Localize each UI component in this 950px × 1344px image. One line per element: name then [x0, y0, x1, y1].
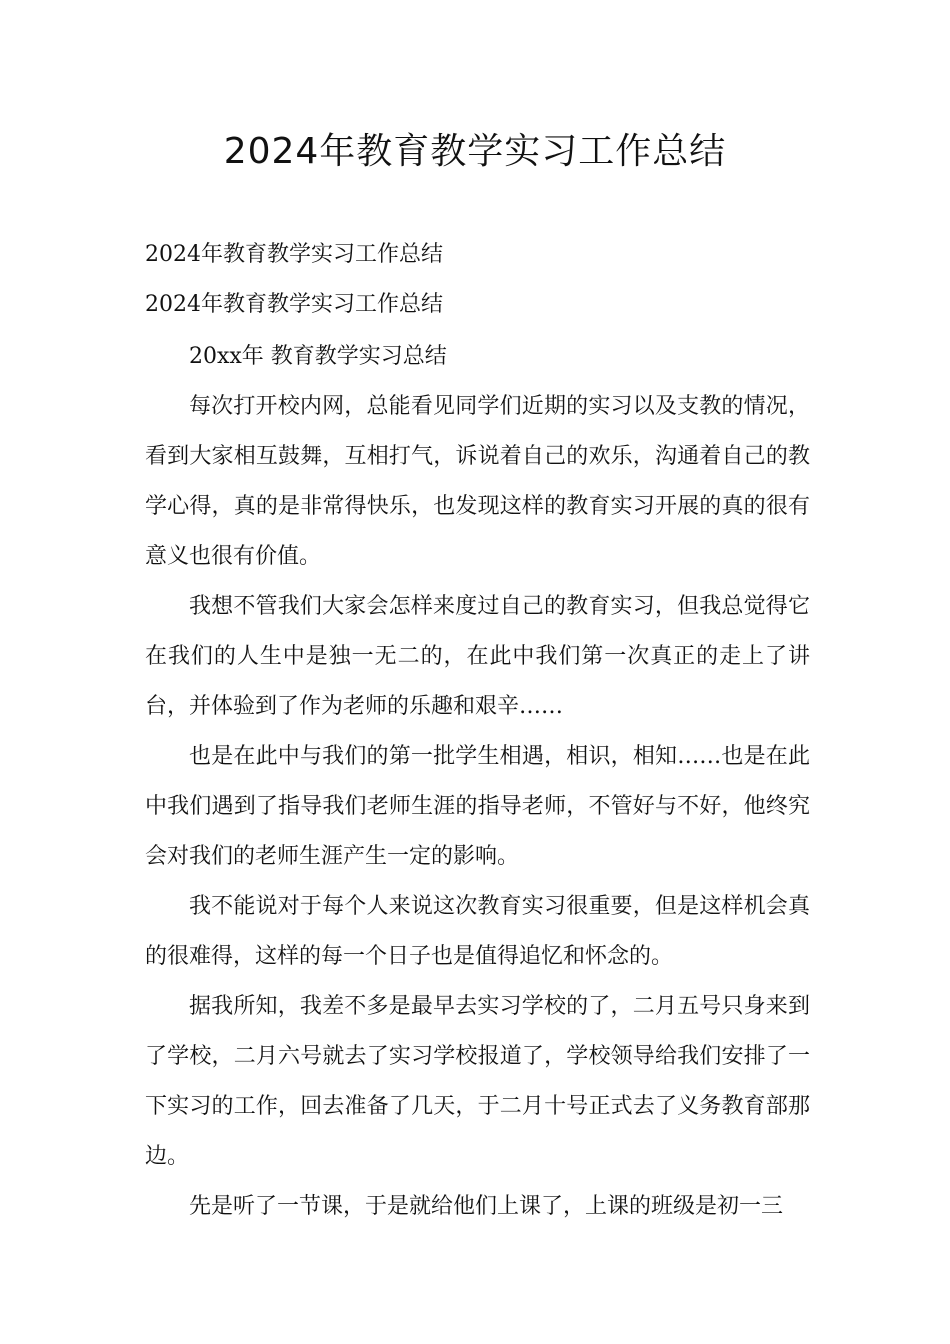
paragraph-2: 我想不管我们大家会怎样来度过自己的教育实习，但我总觉得它在我们的人生中是独一无二的，在此中我们第一次真正的走上了讲台，并体验到了作为老师的乐趣和艰辛……: [145, 594, 810, 719]
paragraph-6: 先是听了一节课，于是就给他们上课了，上课的班级是初一三: [189, 1194, 784, 1219]
paragraph-5: 据我所知，我差不多是最早去实习学校的了，二月五号只身来到了学校，二月六号就去了实习学校报道了，学校领导给我们安排了一下实习的工作，回去准备了几天，于二月十号正式去了义务教育部那边。: [145, 994, 810, 1169]
header-line-2: 2024年教育教学实习工作总结: [145, 292, 443, 317]
paragraph-1: 每次打开校内网，总能看见同学们近期的实习以及支教的情况，看到大家相互鼓舞，互相打气，诉说着自己的欢乐，沟通着自己的教学心得，真的是非常得快乐，也发现这样的教育实习开展的真的很有意义也很有价值。: [145, 394, 810, 569]
header-line-1: 2024年教育教学实习工作总结: [145, 242, 443, 267]
paragraph-4: 我不能说对于每个人来说这次教育实习很重要，但是这样机会真的很难得，这样的每一个日子也是值得追忆和怀念的。: [145, 894, 810, 969]
subheading: 20xx年 教育教学实习总结: [189, 344, 447, 369]
document-body: [145, 230, 810, 1232]
document-title: 2024年教育教学实习工作总结: [223, 131, 727, 172]
paragraph-3: 也是在此中与我们的第一批学生相遇，相识，相知……也是在此中我们遇到了指导我们老师生涯的指导老师，不管好与不好，他终究会对我们的老师生涯产生一定的影响。: [145, 744, 810, 869]
